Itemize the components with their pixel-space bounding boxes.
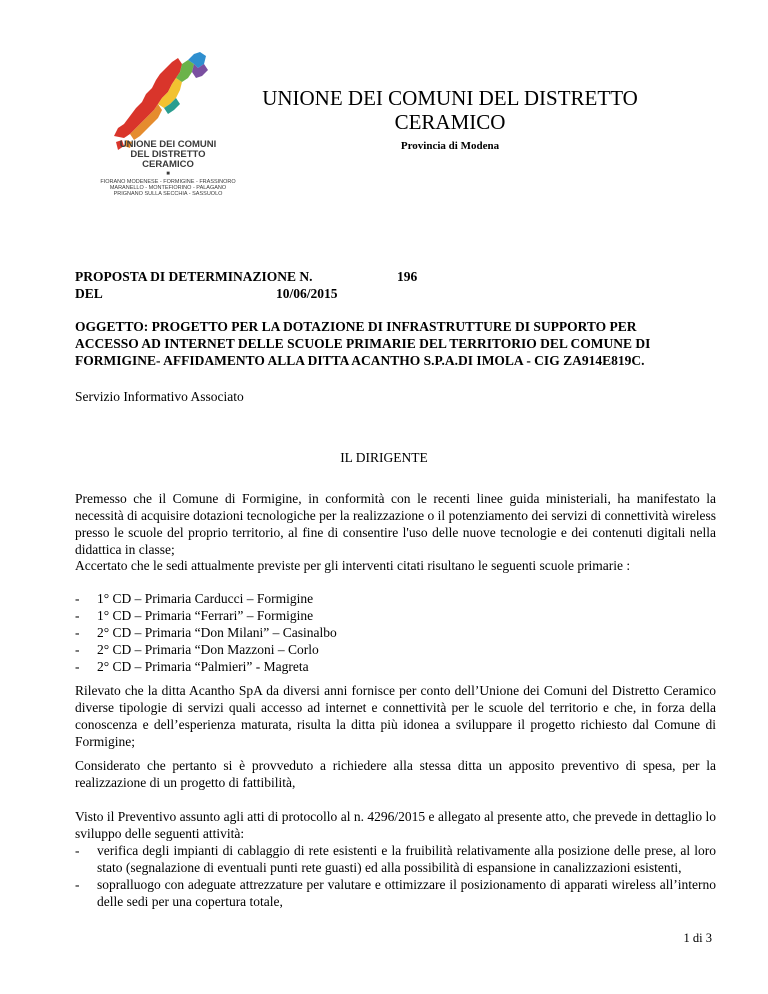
schools-list bbox=[75, 590, 716, 675]
paragraph-accertato: Accertato che le sedi attualmente previste per gli interventi citati risultano le seguenti scuole primarie : bbox=[75, 558, 631, 573]
union-logo bbox=[96, 46, 240, 196]
list-item: - sopralluogo con adeguate attrezzature per valutare e ottimizzare il posizionamento di apparati wireless all’interno delle sedi per una copertura totale, bbox=[75, 876, 716, 910]
list-item: - 2° CD – Primaria “Don Milani” – Casinalbo bbox=[75, 624, 716, 641]
subject-line1: OGGETTO: PROGETTO PER LA DOTAZIONE DI INFRASTRUTTURE DI SUPPORTO PER bbox=[75, 319, 637, 334]
organization-title-line1: UNIONE DEI COMUNI DEL DISTRETTO bbox=[262, 86, 638, 110]
logo-name-line2: DEL DISTRETTO bbox=[130, 149, 206, 160]
list-item: - verifica degli impianti di cablaggio di rete esistenti e la fruibilità relativamente alla posizione delle prese, al loro stato (segnalazione di eventuali punti rete guasti) ed alla possibilità di espansione in canalizzazioni esistenti, bbox=[75, 842, 716, 876]
logo-bullet: ■ bbox=[166, 171, 170, 177]
proposal-number: 196 bbox=[397, 269, 418, 284]
subject-line3: FORMIGINE- AFFIDAMENTO ALLA DITTA ACANTHO S.P.A.DI IMOLA - CIG ZA914E819C. bbox=[75, 353, 645, 368]
list-item: - 2° CD – Primaria “Palmieri” - Magreta bbox=[75, 658, 716, 675]
activities-list bbox=[75, 842, 716, 910]
logo-towns-line2: MARANELLO - MONTEFIORINO - PALAGANO bbox=[109, 185, 227, 191]
paragraph-rilevato: Rilevato che la ditta Acantho SpA da diversi anni fornisce per conto dell’Unione dei Comuni del Distretto Ceramico diverse tipologie di servizi quali accesso ad internet e connettività per le scuole del territorio e che, in forza della conoscenza e dell’esperienza maturata, risulta la ditta più idonea a sviluppare il progetto richiesto dal Comune di Formigine; bbox=[75, 683, 716, 749]
service-name: Servizio Informativo Associato bbox=[75, 389, 244, 404]
paragraph-visto: Visto il Preventivo assunto agli atti di protocollo al n. 4296/2015 e allegato al presente atto, che prevede in dettaglio lo sviluppo delle seguenti attività: bbox=[75, 809, 716, 841]
proposal-date: 10/06/2015 bbox=[276, 286, 338, 301]
province-label: Provincia di Modena bbox=[400, 140, 500, 152]
page-number: 1 di 3 bbox=[683, 931, 712, 945]
subject-line2: ACCESSO AD INTERNET DELLE SCUOLE PRIMARIE DEL TERRITORIO DEL COMUNE DI bbox=[75, 336, 651, 351]
logo-name-line1: UNIONE DEI COMUNI bbox=[119, 139, 217, 150]
organization-title-line2: CERAMICO bbox=[394, 110, 506, 134]
logo-name-line3: CERAMICO bbox=[142, 159, 194, 170]
section-heading: IL DIRIGENTE bbox=[340, 450, 428, 465]
list-item: - 1° CD – Primaria Carducci – Formigine bbox=[75, 590, 716, 607]
date-label: DEL bbox=[75, 286, 103, 301]
list-item: - 2° CD – Primaria “Don Mazzoni – Corlo bbox=[75, 641, 716, 658]
organization-title bbox=[220, 86, 680, 134]
subject-block bbox=[75, 318, 715, 369]
logo-towns-line1: FIORANO MODENESE - FORMIGINE - FRASSINORO bbox=[100, 179, 236, 185]
paragraph-considerato: Considerato che pertanto si è provveduto a richiedere alla stessa ditta un apposito preventivo di spesa, per la realizzazione di un progetto di fattibilità, bbox=[75, 758, 716, 790]
paragraph-premesso: Premesso che il Comune di Formigine, in conformità con le recenti linee guida ministeriali, ha manifestato la necessità di acquisire dotazioni tecnologiche per la realizzazione o il potenziamento dei servizi di connettività wireless presso le scuole del proprio territorio, al fine di consentire l'uso delle nuove tecnologie e dei contenuti digitali nella didattica in classe; bbox=[75, 491, 716, 557]
logo-towns-line3: PRIGNANO SULLA SECCHIA - SASSUOLO bbox=[113, 191, 223, 197]
list-item: - 1° CD – Primaria “Ferrari” – Formigine bbox=[75, 607, 716, 624]
proposal-label: PROPOSTA DI DETERMINAZIONE N. bbox=[75, 269, 313, 284]
